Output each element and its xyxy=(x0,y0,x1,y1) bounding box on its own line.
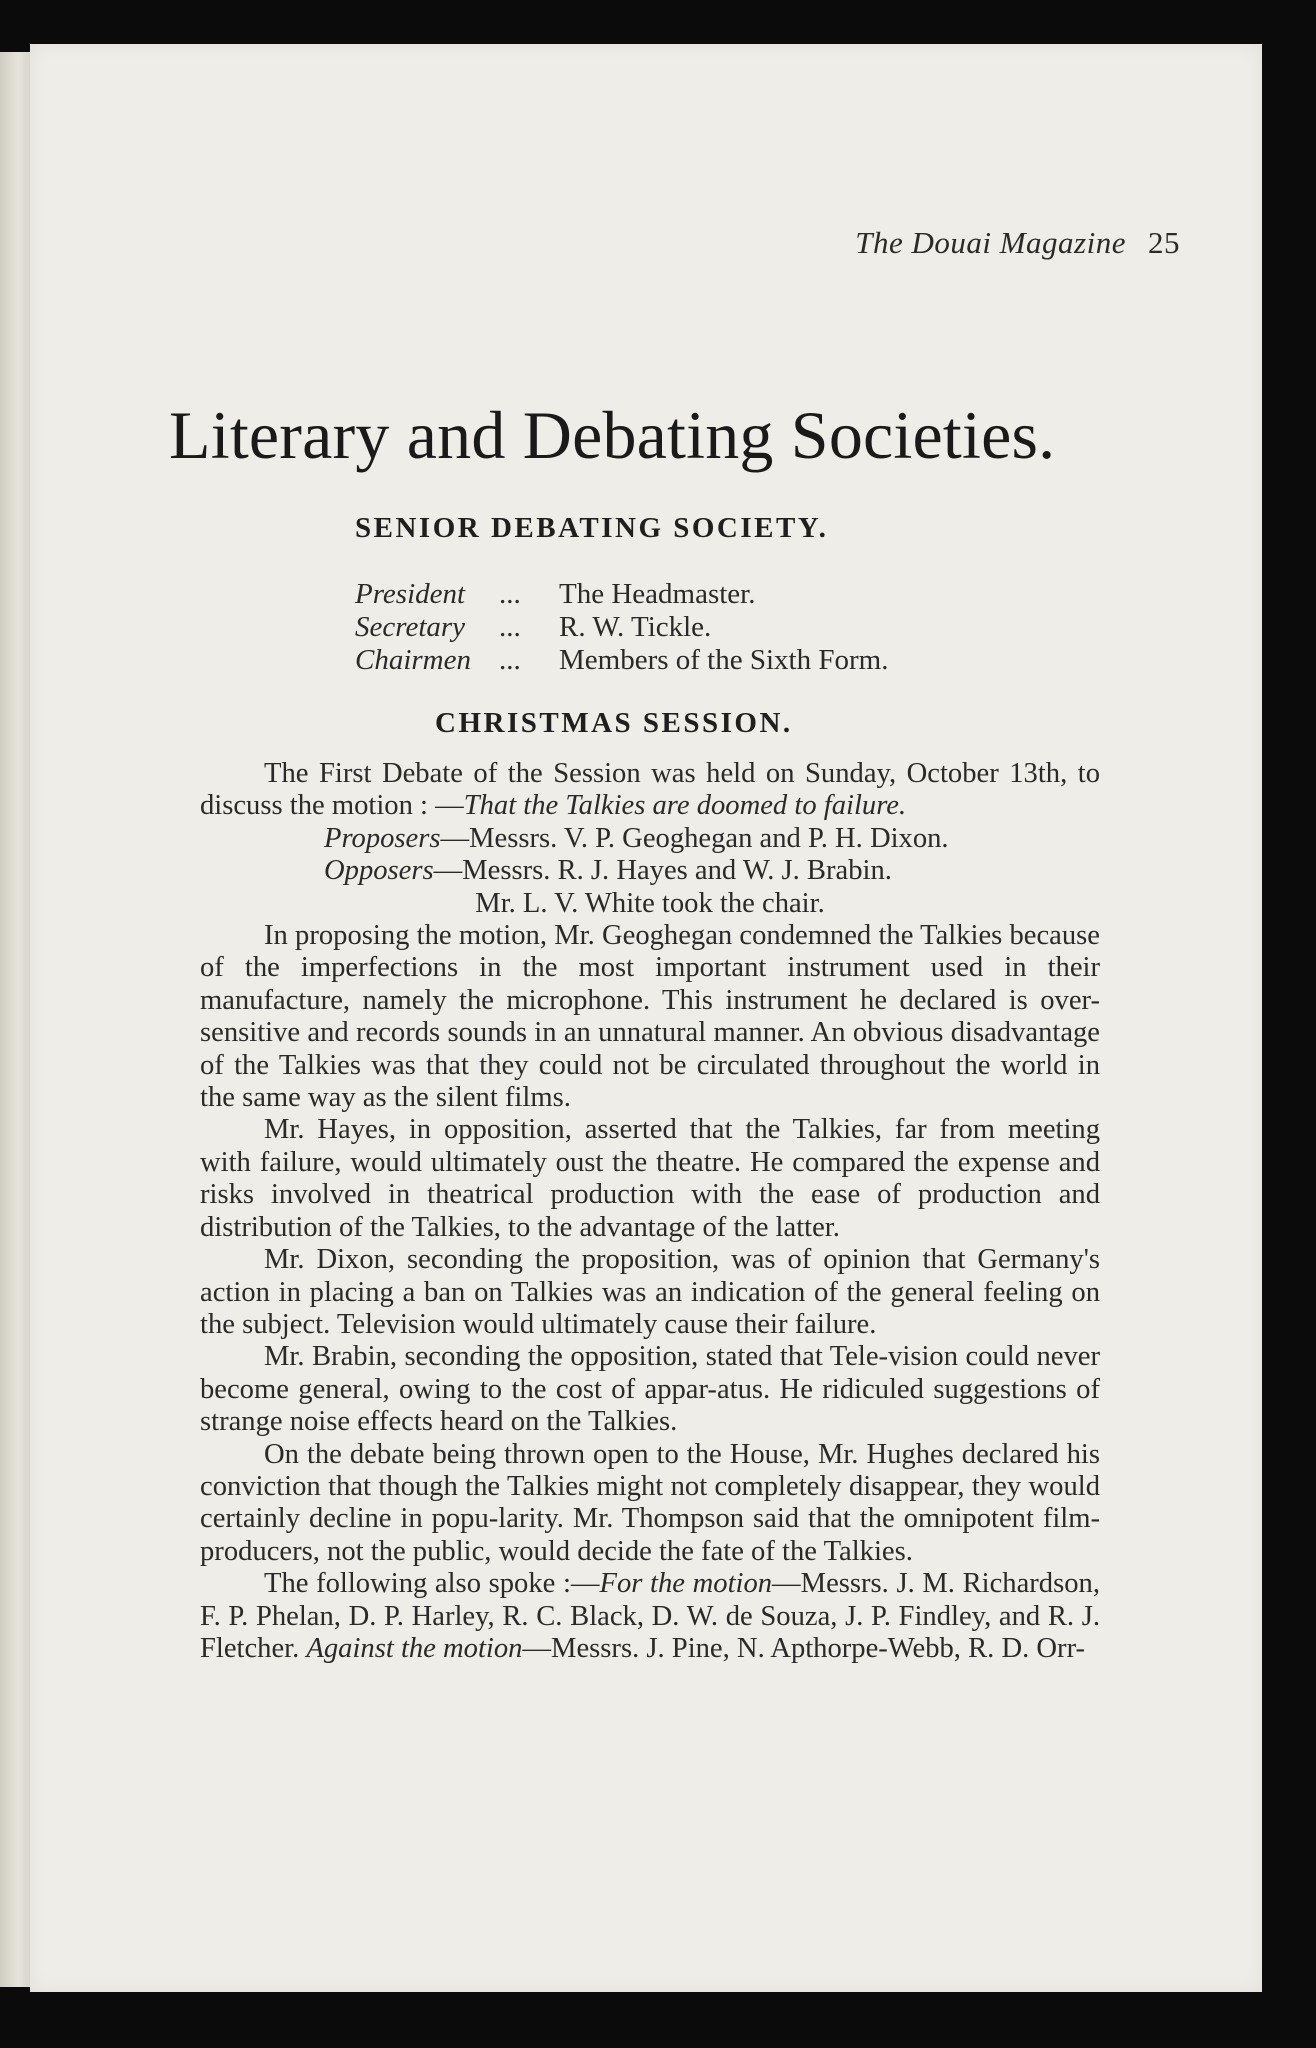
magazine-page xyxy=(30,44,1262,1992)
against-motion-names: —Messrs. J. Pine, N. Apthorpe-Webb, R. D. Orr- xyxy=(522,1632,1086,1664)
against-motion-label: Against the motion xyxy=(306,1632,523,1664)
officer-row-chairmen xyxy=(355,644,888,677)
speakers-paragraph xyxy=(200,1568,1100,1665)
officer-row-president xyxy=(355,578,888,611)
paragraph: Mr. Dixon, seconding the proposition, was of opinion that Germany's action in placing a ban on Talkies was an indication of the general feeling on the subject. Television would ultimately cause their failure. xyxy=(200,1244,1100,1340)
officers-list xyxy=(355,578,888,677)
chair-line: Mr. L. V. White took the chair. xyxy=(475,887,825,919)
officer-dots: ... xyxy=(499,644,521,676)
paragraph: On the debate being thrown open to the House, Mr. Hughes declared his conviction that though the Talkies might not completely disappear, they would certainly decline in popu-larity. Mr. Thompson said that the omnipotent film-producers, not the public, would decide the fate of the Talkies. xyxy=(200,1438,1100,1567)
officer-name: R. W. Tickle. xyxy=(559,611,712,643)
page-title: Literary and Debating Societies. xyxy=(169,397,1056,473)
senior-debating-heading: SENIOR DEBATING SOCIETY. xyxy=(355,512,829,544)
for-motion-names: —Messrs. J. M. Richardson, F. P. Phelan, D. P. Harley, R. C. Black, D. W. de Souza, J. P. Findley, and R. J. Fletcher. xyxy=(200,1568,1100,1664)
debate-intro-text: The First Debate of the Session was held on Sunday, October 13th, to discuss the motion : — xyxy=(200,758,1100,822)
running-head xyxy=(855,225,1180,261)
for-motion-label: For the motion xyxy=(599,1568,773,1600)
officer-role: Secretary xyxy=(355,611,466,643)
paragraph: Mr. Hayes, in opposition, asserted that the Talkies, far from meeting with failure, would ultimately oust the theatre. He compared the expense and risks involved in theatrical production with the ease of production and distribution of the Talkies, to the advantage of the latter. xyxy=(200,1114,1100,1243)
opposers-names: —Messrs. R. J. Hayes and W. J. Brabin. xyxy=(433,855,892,887)
debate-motion: That the Talkies are doomed to failure. xyxy=(463,790,907,822)
officer-name: Members of the Sixth Form. xyxy=(559,644,889,676)
speakers-lead: The following also spoke :— xyxy=(264,1568,600,1600)
officer-row-secretary xyxy=(355,611,888,644)
article-body xyxy=(200,758,1100,1665)
magazine-name: The Douai Magazine xyxy=(855,225,1126,260)
officer-role: President xyxy=(355,578,466,610)
proposers-names: —Messrs. V. P. Geoghegan and P. H. Dixon. xyxy=(440,822,949,854)
christmas-session-heading: CHRISTMAS SESSION. xyxy=(435,707,793,739)
paragraph: Mr. Brabin, seconding the opposition, stated that Tele-vision could never become general, owing to the cost of appar-atus. He ridiculed suggestions of strange noise effects heard on the Talkies. xyxy=(200,1341,1100,1438)
officer-name: The Headmaster. xyxy=(559,578,756,610)
opposers-line xyxy=(200,855,1100,887)
paragraph: In proposing the motion, Mr. Geoghegan condemned the Talkies because of the imperfections in the most important instrument used in their manufacture, namely the microphone. This instrument he declared is over-sensitive and records sounds in an unnatural manner. An obvious disadvantage of the Talkies was that they could not be circulated throughout the world in the same way as the silent films. xyxy=(200,920,1100,1114)
proposers-line xyxy=(200,823,1100,855)
officer-dots: ... xyxy=(499,611,521,643)
proposers-label: Proposers xyxy=(324,822,441,854)
facing-page-edge xyxy=(0,52,30,1987)
officer-dots: ... xyxy=(499,578,521,610)
page-number: 25 xyxy=(1148,225,1180,260)
opposers-label: Opposers xyxy=(324,855,434,887)
debate-intro xyxy=(200,758,1100,823)
officer-role: Chairmen xyxy=(355,644,471,676)
